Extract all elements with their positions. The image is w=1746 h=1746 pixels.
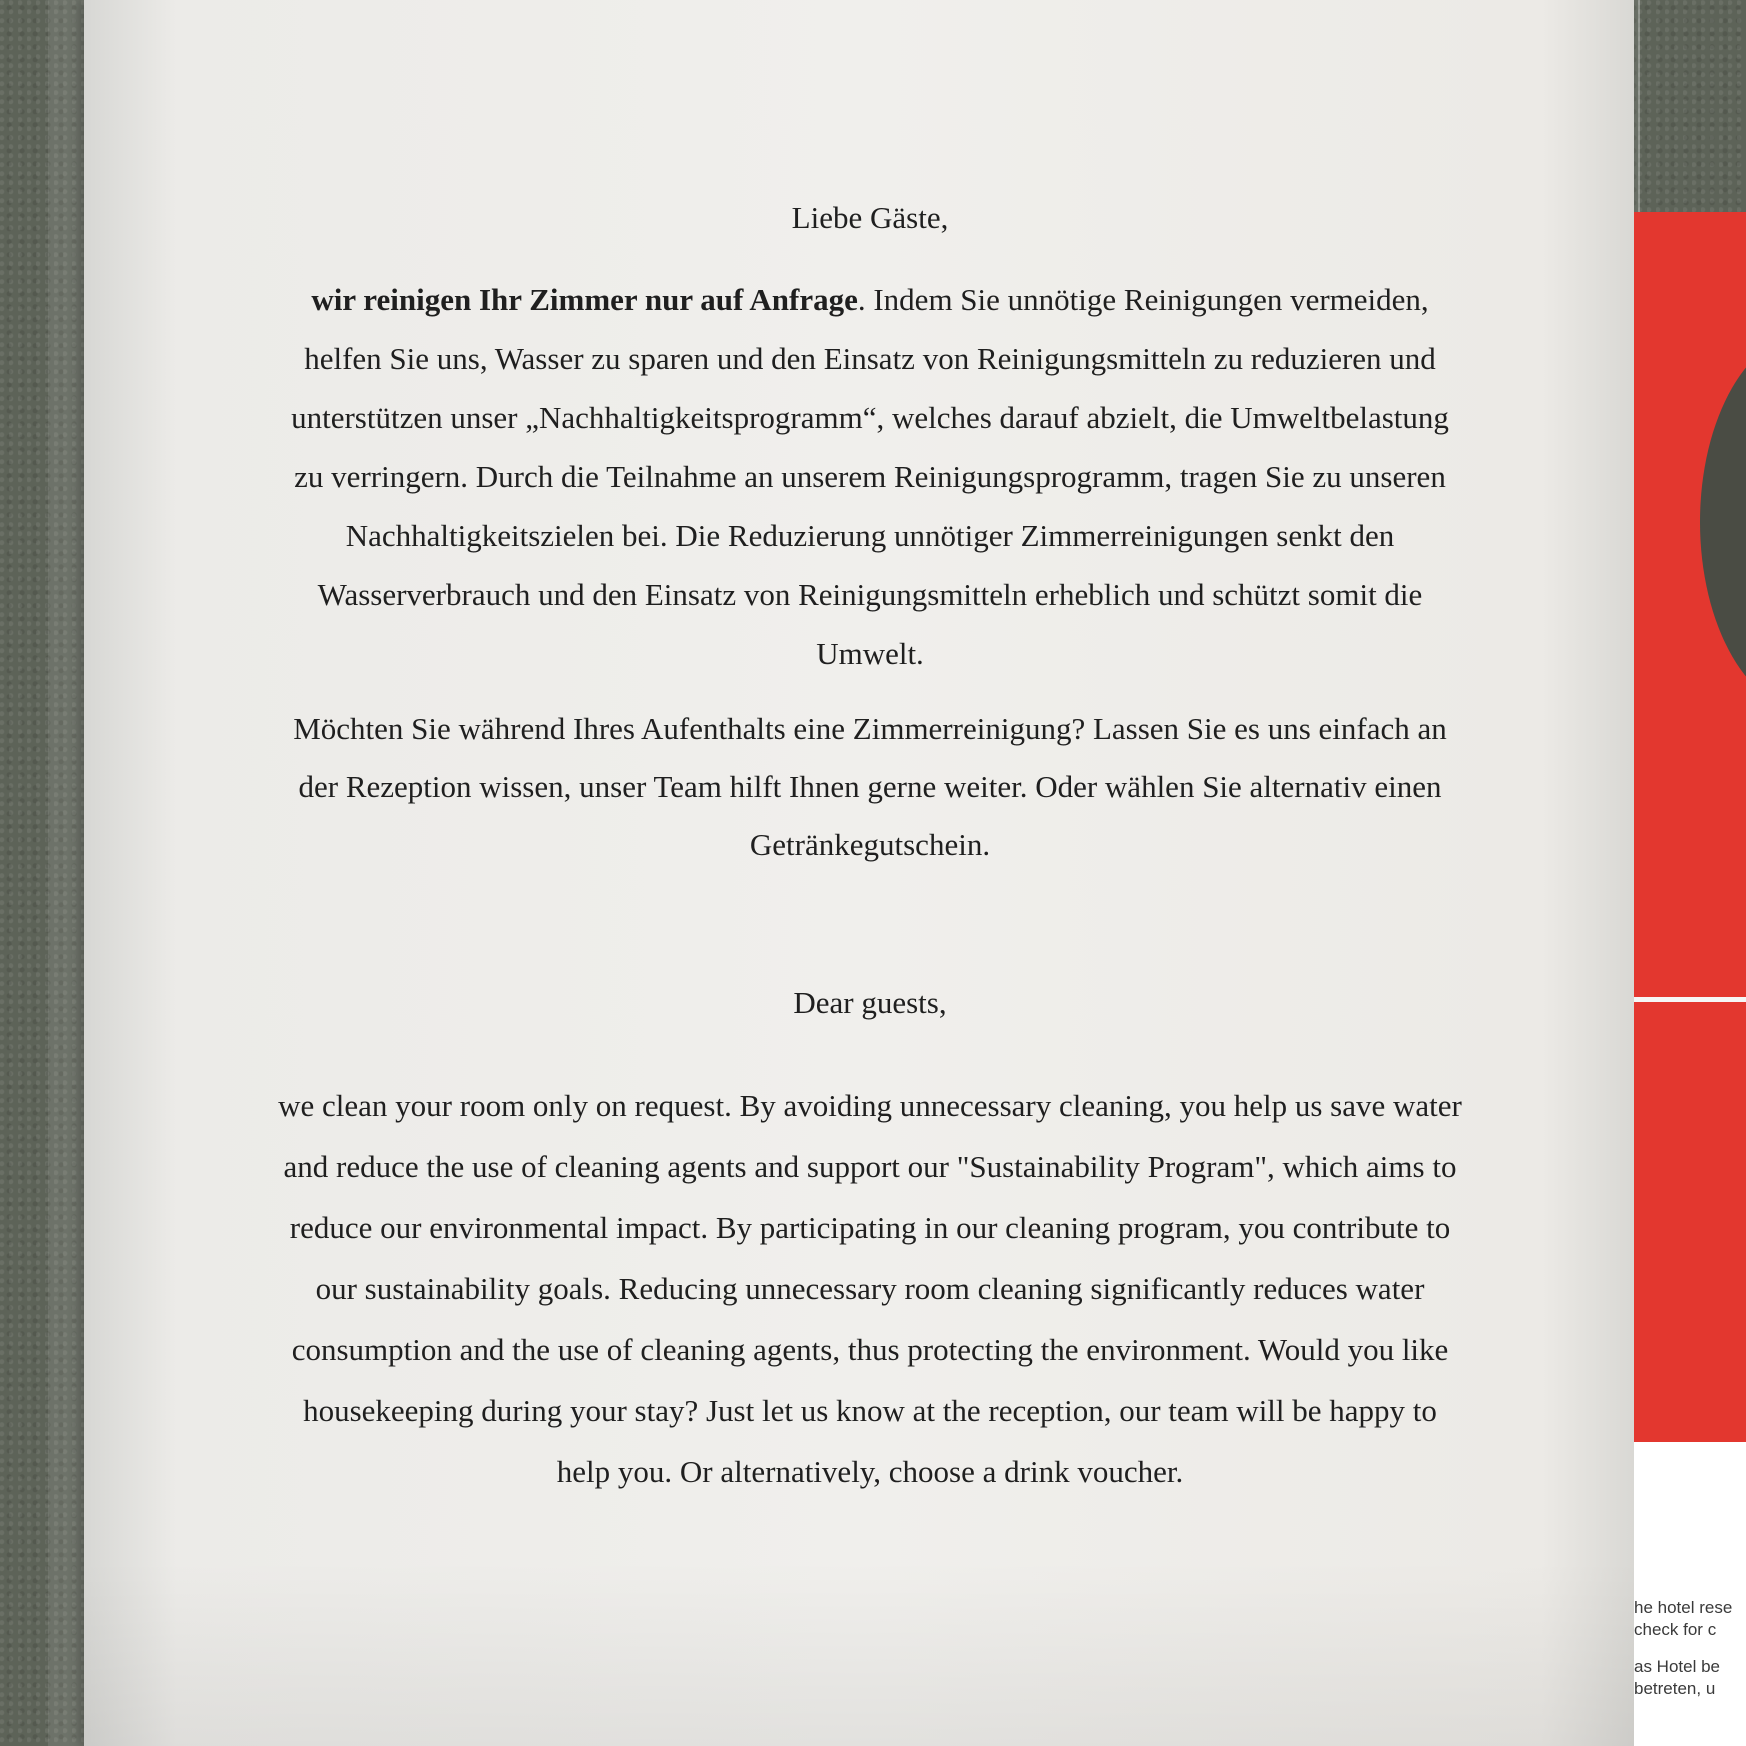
english-line: housekeeping during your stay? Just let us know at the reception, our team will be happy to <box>303 1393 1437 1428</box>
brochure-text-line: as Hotel be <box>1634 1657 1720 1676</box>
german-line-1 <box>170 270 1570 329</box>
brochure-red-panel-bottom <box>1634 1002 1746 1442</box>
german-line: zu verringern. Durch die Teilnahme an unserem Reinigungsprogramm, tragen Sie zu unseren <box>294 459 1446 494</box>
german-line: Umwelt. <box>816 636 924 671</box>
brochure-text-line: check for c <box>1634 1620 1717 1639</box>
german-line: Wasserverbrauch und den Einsatz von Reinigungsmitteln erheblich und schützt somit die <box>317 577 1423 612</box>
english-paragraph <box>170 1075 1570 1502</box>
english-line: we clean your room only on request. By avoiding unnecessary cleaning, you help us save water <box>278 1088 1462 1123</box>
english-greeting: Dear guests, <box>793 985 947 1020</box>
german-line: Nachhaltigkeitszielen bei. Die Reduzierung unnötiger Zimmerreinigungen senkt den <box>345 518 1395 553</box>
english-line: consumption and the use of cleaning agents, thus protecting the environment. Would you like <box>291 1332 1449 1367</box>
side-brochure <box>1634 212 1746 1746</box>
english-line: and reduce the use of cleaning agents and support our "Sustainability Program", which aims to <box>283 1149 1457 1184</box>
brochure-red-panel-top <box>1634 212 1746 997</box>
paper-shadow <box>84 1560 1634 1746</box>
german-line: der Rezeption wissen, unser Team hilft Ihnen gerne weiter. Oder wählen Sie alternativ einen <box>298 769 1442 804</box>
german-line: Getränkegutschein. <box>749 827 991 862</box>
brochure-text-line: betreten, u <box>1634 1679 1716 1698</box>
brochure-text-line: he hotel rese <box>1634 1598 1733 1617</box>
german-line: Möchten Sie während Ihres Aufenthalts eine Zimmerreinigung? Lassen Sie es uns einfach an <box>293 711 1447 746</box>
german-bold-lead: wir reinigen Ihr Zimmer nur auf Anfrage <box>311 282 858 317</box>
german-paragraph-2 <box>170 700 1570 874</box>
brochure-cutout-circle <box>1700 332 1746 712</box>
german-line-1-rest: . Indem Sie unnötige Reinigungen vermeiden, <box>857 282 1429 317</box>
english-line: help you. Or alternatively, choose a drink voucher. <box>556 1454 1184 1489</box>
german-greeting: Liebe Gäste, <box>791 200 949 235</box>
german-paragraph-1 <box>170 270 1570 683</box>
german-line: unterstützen unser „Nachhaltigkeitsprogramm“, welches darauf abzielt, die Umweltbelastung <box>291 400 1449 435</box>
english-line: our sustainability goals. Reducing unnecessary room cleaning significantly reduces water <box>315 1271 1425 1306</box>
english-line: reduce our environmental impact. By participating in our cleaning program, you contribute to <box>289 1210 1451 1245</box>
german-line: helfen Sie uns, Wasser zu sparen und den Einsatz von Reinigungsmitteln zu reduzieren und <box>304 341 1436 376</box>
